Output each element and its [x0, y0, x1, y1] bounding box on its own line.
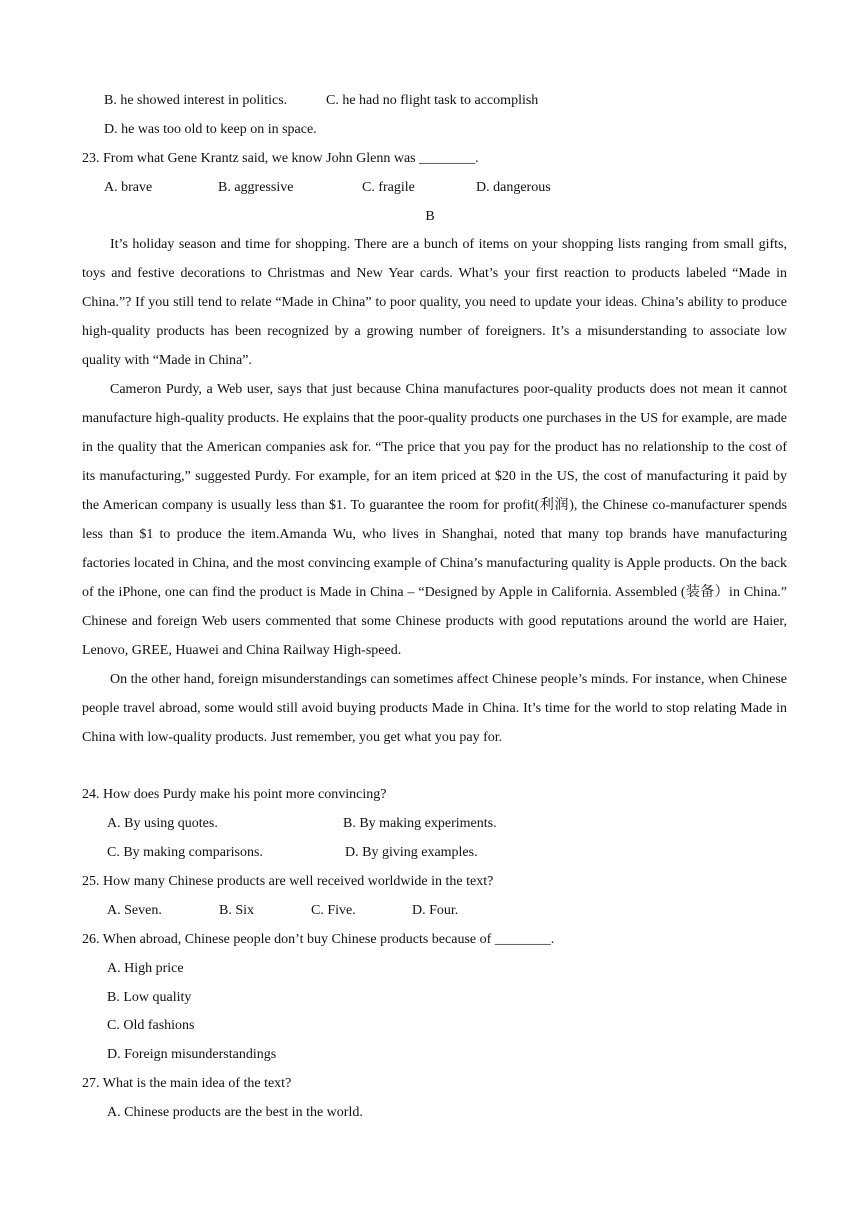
q26-option-d: D. Foreign misunderstandings	[107, 1047, 277, 1062]
q24-option-a: A. By using quotes.	[107, 816, 218, 831]
q24-stem: 24. How does Purdy make his point more convincing?	[82, 787, 387, 802]
passage	[82, 230, 787, 752]
q25-option-a: A. Seven.	[107, 903, 162, 918]
q25-stem: 25. How many Chinese products are well received worldwide in the text?	[82, 874, 494, 889]
q25-option-b: B. Six	[219, 903, 255, 918]
q25-option-d: D. Four.	[412, 903, 459, 918]
passage-paragraph-2: Cameron Purdy, a Web user, says that just because China manufactures poor-quality products does not mean it cannot manufacture high-quality products. He explains that the poor-quality products one purchases in the US for example, are made in the quality that the American companies ask for. “The price that you pay for the product has no relationship to the cost of its manufacturing,” suggested Purdy. For example, for an item priced at $20 in the US, the cost of manufacturing it paid by the American company is usually less than $1. To guarantee the room for profit(利润), the Chinese co-manufacturer spends less than $1 to produce the item.Amanda Wu, who lives in Shanghai, noted that many top brands have manufacturing factories located in China, and the most convincing example of China’s manufacturing quality is Apple products. On the back of the iPhone, one can find the product is Made in China – “Designed by Apple in California. Assembled (装备）in China.” Chinese and foreign Web users commented that some Chinese products with good reputations around the world are Haier, Lenovo, GREE, Huawei and China Railway High-speed.	[82, 382, 787, 658]
q25-option-c: C. Five.	[311, 903, 356, 918]
q26-option-a: A. High price	[107, 961, 184, 976]
q24-option-d: D. By giving examples.	[345, 845, 478, 860]
section-b-heading: B	[425, 209, 435, 224]
q27-option-a: A. Chinese products are the best in the world.	[107, 1105, 363, 1120]
passage-paragraph-1: It’s holiday season and time for shopping. There are a bunch of items on your shopping lists ranging from small gifts, toys and festive decorations to Christmas and New Year cards. What’s your first reaction to products labeled “Made in China.”? If you still tend to relate “Made in China” to poor quality, you need to update your ideas. China’s ability to produce high-quality products has been recognized by a growing number of foreigners. It’s a misunderstanding to associate low quality with “Made in China”.	[82, 237, 787, 368]
q23-option-d: D. dangerous	[476, 180, 551, 195]
q23-stem: 23. From what Gene Krantz said, we know John Glenn was ________.	[82, 151, 479, 166]
q26-option-c: C. Old fashions	[107, 1018, 195, 1033]
q22-option-d: D. he was too old to keep on in space.	[104, 122, 317, 137]
q23-option-a: A. brave	[104, 180, 153, 195]
q26-option-b: B. Low quality	[107, 990, 192, 1005]
passage-paragraph-3: On the other hand, foreign misunderstandings can sometimes affect Chinese people’s minds. For instance, when Chinese people travel abroad, some would still avoid buying products Made in China. It’s time for the world to stop relating Made in China with low-quality products. Just remember, you get what you pay for.	[82, 672, 787, 745]
q22-option-c: C. he had no flight task to accomplish	[326, 93, 539, 108]
q23-option-b: B. aggressive	[218, 180, 294, 195]
q27-stem: 27. What is the main idea of the text?	[82, 1076, 292, 1091]
q23-option-c: C. fragile	[362, 180, 415, 195]
q22-option-b: B. he showed interest in politics.	[104, 93, 288, 108]
q24-option-b: B. By making experiments.	[343, 816, 497, 831]
q26-stem: 26. When abroad, Chinese people don’t buy Chinese products because of ________.	[82, 932, 555, 947]
q24-option-c: C. By making comparisons.	[107, 845, 263, 860]
